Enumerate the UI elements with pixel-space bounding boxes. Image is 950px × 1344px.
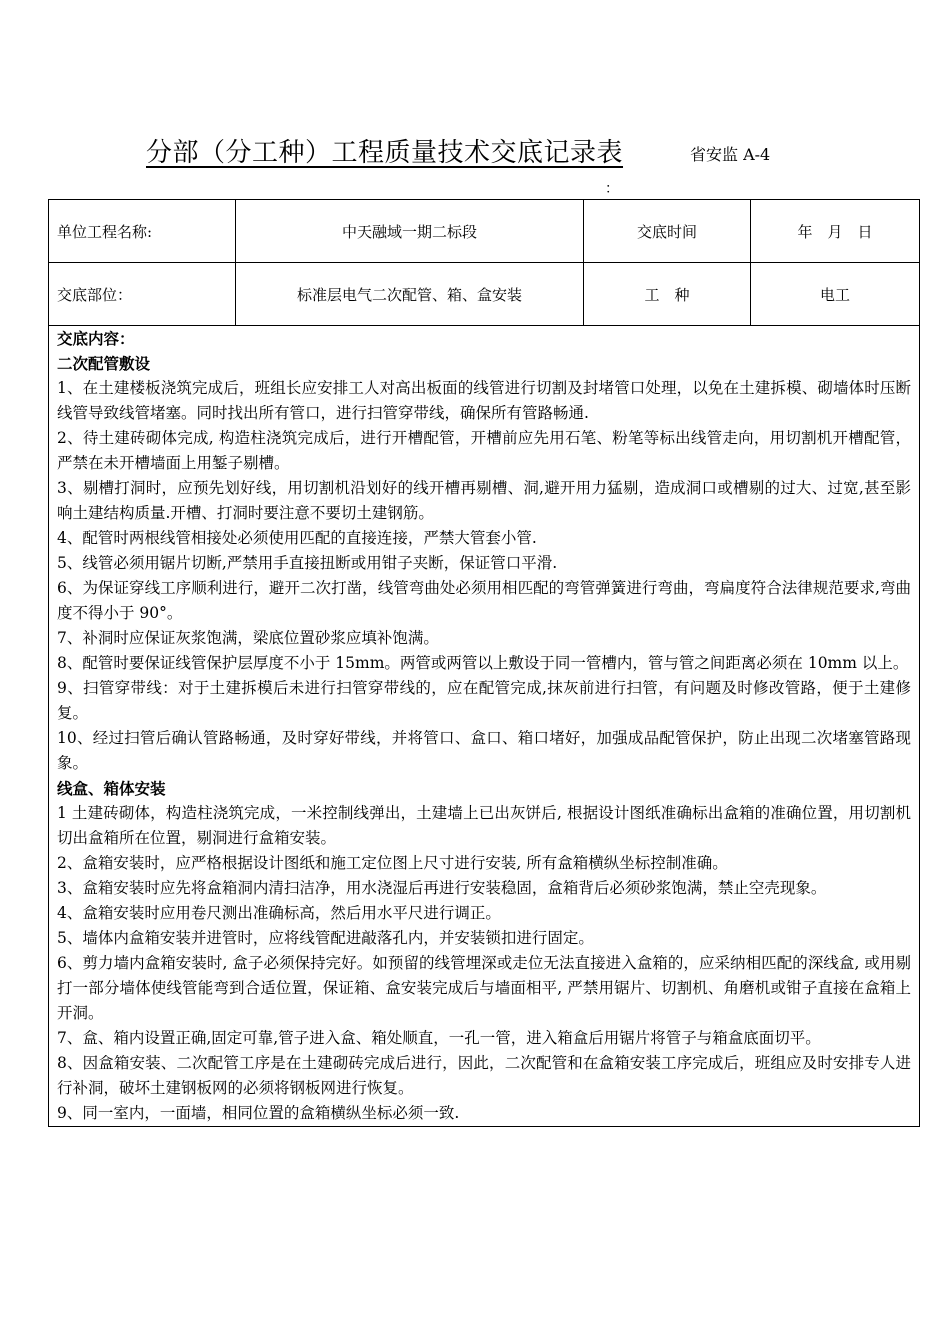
section2-item: 7、盒、箱内设置正确,固定可靠,管子进入盒、箱处顺直，一孔一管，进入箱盒后用锯片将管子与箱盒底面切平。 [57,1029,821,1047]
form-code: 省安监 A-4 [690,145,771,164]
section1-item: 4、配管时两根线管相接处必须使用匹配的直接连接，严禁大管套小管. [57,529,537,547]
trade-label: 工 种 [584,263,751,326]
content-label: 交底内容： [57,329,135,348]
section1-title: 二次配管敷设 [57,354,151,373]
section2-title: 线盒、箱体安装 [57,779,166,798]
section2-item: 2、盒箱安装时，应严格根据设计图纸和施工定位图上尺寸进行安装, 所有盒箱横纵坐标控制准确。 [57,854,728,872]
section1-item: 1、在土建楼板浇筑完成后，班组长应安排工人对高出板面的线管进行切割及封堵管口处理，以免在土建拆模、砌墙体时压断线管导致线管堵塞。同时找出所有管口，进行扫管穿带线，确保所有管路畅通. [57,379,911,422]
content-row [49,326,920,1127]
section2-item: 5、墙体内盒箱安装并进管时，应将线管配进敲落孔内，并安装锁扣进行固定。 [57,929,594,947]
section1-item: 2、待土建砖砌体完成, 构造柱浇筑完成后，进行开槽配管，开槽前应先用石笔、粉笔等标出线管走向，用切割机开槽配管，严禁在未开槽墙面上用錾子剔槽。 [57,429,911,472]
section1-item: 5、线管必须用锯片切断,严禁用手直接扭断或用钳子夹断，保证管口平滑. [57,554,558,572]
section1-item: 7、补洞时应保证灰浆饱满，梁底位置砂浆应填补饱满。 [57,629,439,647]
section1-item: 10、经过扫管后确认管路畅通，及时穿好带线，并将管口、盒口、箱口堵好，加强成品配管保护，防止出现二次堵塞管路现象。 [57,729,911,772]
date-value: 年 月 日 [751,200,920,263]
section2-item: 4、盒箱安装时应用卷尺测出准确标高，然后用水平尺进行调正。 [57,904,501,922]
section1-item: 9、扫管穿带线：对于土建拆模后未进行扫管穿带线的，应在配管完成,抹灰前进行扫管，有问题及时修改管路，便于土建修复。 [57,679,911,722]
title-row [0,132,950,172]
section1-item: 3、剔槽打洞时，应预先划好线，用切割机沿划好的线开槽再剔槽、洞,避开用力猛剔，造成洞口或槽剔的过大、过宽,甚至影响土建结构质量.开槽、打洞时要注意不要切土建钢筋。 [57,479,911,522]
project-name-value: 中天融域一期二标段 [236,200,584,263]
section2-item: 3、盒箱安装时应先将盒箱洞内清扫洁净，用水浇湿后再进行安装稳固，盒箱背后必须砂浆饱满，禁止空壳现象。 [57,879,827,897]
info-row-2 [49,263,920,326]
colon-mark: ： [605,181,619,197]
content-cell [49,326,920,1127]
info-row-1 [49,200,920,263]
section2-item: 1 土建砖砌体，构造柱浇筑完成，一米控制线弹出，土建墙上已出灰饼后, 根据设计图纸准确标出盒箱的准确位置，用切割机切出盒箱所在位置，剔洞进行盒箱安装。 [57,804,911,847]
section1-item: 8、配管时要保证线管保护层厚度不小于 15mm。两管或两管以上敷设于同一管槽内，管与管之间距离必须在 10mm 以上。 [57,654,909,672]
part-value: 标准层电气二次配管、箱、盒安装 [236,263,584,326]
trade-value: 电工 [751,263,920,326]
date-label: 交底时间 [584,200,751,263]
section2-item: 6、剪力墙内盒箱安装时, 盒子必须保持完好。如预留的线管埋深或走位无法直接进入盒箱的，应采纳相匹配的深线盒, 或用剔打一部分墙体使线管能弯到合适位置，保证箱、盒安装完成后与墙面相平, 严禁用锯片、切割机、角磨机或钳子直接在盒箱上开洞。 [57,954,911,1022]
project-name-label: 单位工程名称: [49,200,236,263]
section2-item: 9、同一室内，一面墙，相同位置的盒箱横纵坐标必须一致. [57,1104,460,1122]
content-body [57,326,911,1126]
document-title: 分部（分工种）工程质量技术交底记录表 [146,138,624,168]
section1-item: 6、为保证穿线工序顺利进行，避开二次打凿，线管弯曲处必须用相匹配的弯管弹簧进行弯曲，弯扁度符合法律规范要求,弯曲度不得小于 90°。 [57,579,911,622]
section2-item: 8、因盒箱安装、二次配管工序是在土建砌砖完成后进行，因此，二次配管和在盒箱安装工序完成后，班组应及时安排专人进行补洞，破坏土建钢板网的必须将钢板网进行恢复。 [57,1054,911,1097]
part-label: 交底部位： [49,263,236,326]
record-table [48,199,920,1127]
